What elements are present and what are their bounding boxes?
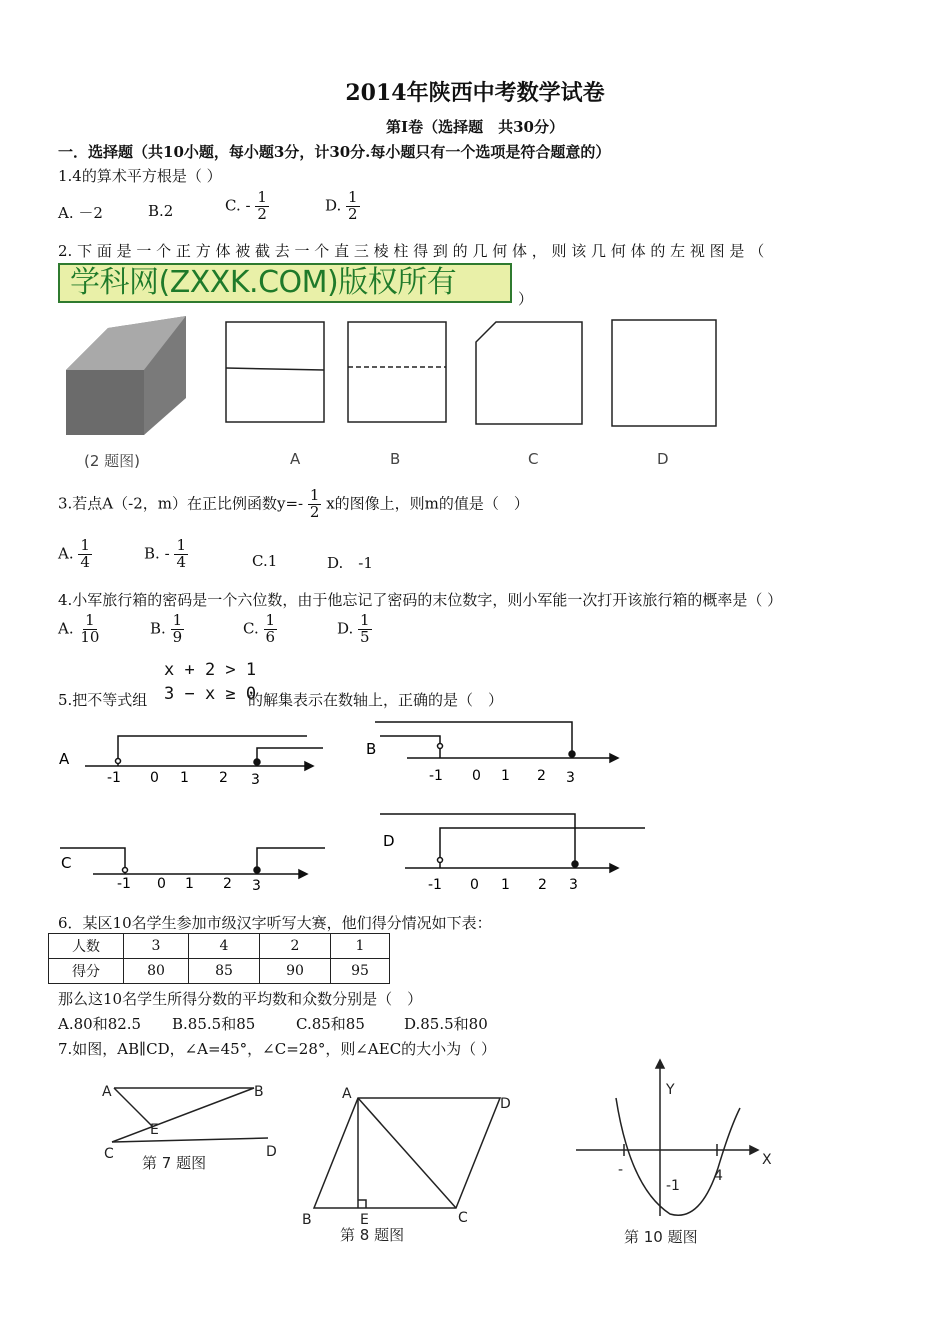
q5-number-lines xyxy=(55,710,665,900)
q2-stem: 2. 下 面 是 一 个 正 方 体 被 截 去 一 个 直 三 棱 柱 得 到 的 几 何 体 ， 则 该 几 何 体 的 左 视 图 是 （ xyxy=(58,242,765,260)
q1-stem: 1.4的算术平方根是（ ） xyxy=(58,167,222,185)
fig7-label-b: B xyxy=(254,1084,264,1100)
svg-text:3: 3 xyxy=(569,877,578,893)
q4-option-a: A. $\frac{1}{10}$ xyxy=(58,611,100,646)
q3-option-b: B. - $\frac{1}{4}$ xyxy=(144,536,186,571)
fig10-caption: 第 10 题图 xyxy=(624,1228,698,1246)
svg-text:-1: -1 xyxy=(117,876,131,892)
fig10-label-neg: - xyxy=(618,1162,624,1178)
fraction: $\frac{1}{4}$ xyxy=(176,536,186,571)
q1-option-a: A. －2 xyxy=(58,204,103,222)
svg-text:2: 2 xyxy=(219,770,228,786)
bottom-figures xyxy=(90,1058,790,1258)
fig8-caption: 第 8 题图 xyxy=(340,1226,405,1244)
paper-subtitle: 第Ⅰ卷（选择题 共30分） xyxy=(386,118,564,136)
svg-text:3: 3 xyxy=(566,770,575,786)
svg-text:3: 3 xyxy=(252,878,261,894)
section-heading: 一．选择题（共10小题，每小题3分，计30分.每小题只有一个选项是符合题意的） xyxy=(58,143,611,161)
q1-option-b: B.2 xyxy=(148,202,174,220)
ticks-a xyxy=(107,770,260,788)
q3-option-d: D. -1 xyxy=(327,554,373,572)
fig7-caption: 第 7 题图 xyxy=(142,1154,207,1172)
svg-text:1: 1 xyxy=(180,770,189,786)
q3-option-c: C.1 xyxy=(252,552,278,570)
ticks-b xyxy=(429,768,575,786)
q1-option-d: D. $\frac{1}{2}$ xyxy=(325,188,358,223)
q5-label-d: D xyxy=(383,832,395,850)
q2-label-d: D xyxy=(657,450,669,468)
fig10-label-y: Y xyxy=(666,1082,675,1098)
option-c-figure xyxy=(476,322,582,424)
fig8-label-e: E xyxy=(360,1212,369,1228)
ticks-d xyxy=(428,877,578,893)
q6-option-d: D.85.5和80 xyxy=(404,1015,488,1033)
q2-label-a: A xyxy=(290,450,301,468)
svg-text:-1: -1 xyxy=(429,768,443,784)
fraction: $\frac{1}{5}$ xyxy=(360,611,370,646)
number-line-c xyxy=(60,848,325,878)
solid-figure xyxy=(66,316,186,435)
q2-label-c: C xyxy=(528,450,539,468)
option-d-figure xyxy=(612,320,716,426)
q2-fig-caption: (2 题图) xyxy=(84,452,141,470)
fraction: $\frac{1}{10}$ xyxy=(80,611,100,646)
q4-option-b: B. $\frac{1}{9}$ xyxy=(150,611,183,646)
q5-stem-post: 的解集表示在数轴上，正确的是（ ） xyxy=(248,691,504,709)
fig10-label-4: 4 xyxy=(714,1168,723,1184)
svg-text:0: 0 xyxy=(472,768,481,784)
fraction: $\frac{1}{2}$ xyxy=(348,188,358,223)
paper-title: 2014年陕西中考数学试卷 xyxy=(345,80,605,106)
score-table xyxy=(48,933,390,984)
q5-stem-pre: 5.把不等式组 xyxy=(58,691,148,709)
option-a-figure xyxy=(226,322,324,422)
number-line-a xyxy=(85,736,323,770)
watermark-banner: 学科网(ZXXK.COM)版权所有 xyxy=(58,263,512,303)
q5-label-c: C xyxy=(61,854,72,872)
svg-text:2: 2 xyxy=(223,876,232,892)
option-b-figure xyxy=(348,322,446,422)
fig8-label-a: A xyxy=(342,1086,352,1102)
q6-option-b: B.85.5和85 xyxy=(172,1015,256,1033)
q5-label-a: A xyxy=(59,750,70,768)
fig8-label-b: B xyxy=(302,1212,312,1228)
fig8-label-d: D xyxy=(500,1096,511,1112)
fraction: $\frac{1}{4}$ xyxy=(80,536,90,571)
q6-question: 那么这10名学生所得分数的平均数和众数分别是（ ） xyxy=(58,990,423,1008)
q6-option-a: A.80和82.5 xyxy=(58,1015,142,1033)
fig7-label-d: D xyxy=(266,1144,277,1160)
fraction: $\frac{1}{2}$ xyxy=(257,188,267,223)
svg-text:0: 0 xyxy=(470,877,479,893)
svg-text:-1: -1 xyxy=(107,770,121,786)
ticks-c xyxy=(117,876,261,894)
svg-text:0: 0 xyxy=(157,876,166,892)
fraction: $\frac{1}{6}$ xyxy=(265,611,276,646)
q1-option-c: C. - $\frac{1}{2}$ xyxy=(225,188,267,223)
number-line-d xyxy=(380,814,645,872)
svg-text:1: 1 xyxy=(185,876,194,892)
table-row: 人数 3 4 2 1 xyxy=(49,934,390,959)
q7-stem: 7.如图，AB∥CD，∠A=45°，∠C=28°，则∠AEC的大小为（ ） xyxy=(58,1040,496,1058)
q4-stem: 4.小军旅行箱的密码是一个六位数，由于他忘记了密码的末位数字，则小军能一次打开该旅行箱的概率是（ ） xyxy=(58,591,783,609)
q3-option-a: A. $\frac{1}{4}$ xyxy=(58,536,90,571)
fig7-label-e: E xyxy=(150,1122,159,1138)
fig8-label-c: C xyxy=(458,1210,468,1226)
q4-option-c: C. $\frac{1}{6}$ xyxy=(243,611,276,646)
svg-text:1: 1 xyxy=(501,877,510,893)
fraction: $\frac{1}{9}$ xyxy=(172,611,183,646)
q6-stem: 6．某区10名学生参加市级汉字听写大赛，他们得分情况如下表： xyxy=(58,914,492,932)
q2-label-b: B xyxy=(390,450,401,468)
q3-stem: 3.若点A（-2，m）在正比例函数y=- $\frac{1}{2}$ x的图像上，则m的值是（ ） xyxy=(58,486,529,521)
svg-text:2: 2 xyxy=(537,768,546,784)
q2-close-paren: ） xyxy=(518,290,534,308)
svg-text:-1: -1 xyxy=(428,877,442,893)
number-line-b xyxy=(375,722,618,762)
q6-option-c: C.85和85 xyxy=(296,1015,365,1033)
svg-text:1: 1 xyxy=(501,768,510,784)
fig7-label-a: A xyxy=(102,1084,112,1100)
svg-text:0: 0 xyxy=(150,770,159,786)
fig10-label-x: X xyxy=(762,1152,772,1168)
fig7 xyxy=(112,1088,268,1142)
svg-text:2: 2 xyxy=(538,877,547,893)
svg-text:3: 3 xyxy=(251,772,260,788)
inequality-system: x + 2 > 1 3 − x ≥ 0 xyxy=(164,660,257,704)
table-row: 得分 80 85 90 95 xyxy=(49,959,390,984)
fraction: $\frac{1}{2}$ xyxy=(309,486,320,521)
fig7-label-c: C xyxy=(104,1146,114,1162)
q4-option-d: D. $\frac{1}{5}$ xyxy=(337,611,370,646)
fig10-label-y-val: -1 xyxy=(666,1178,680,1194)
q5-label-b: B xyxy=(366,740,377,758)
fig8 xyxy=(314,1098,500,1208)
